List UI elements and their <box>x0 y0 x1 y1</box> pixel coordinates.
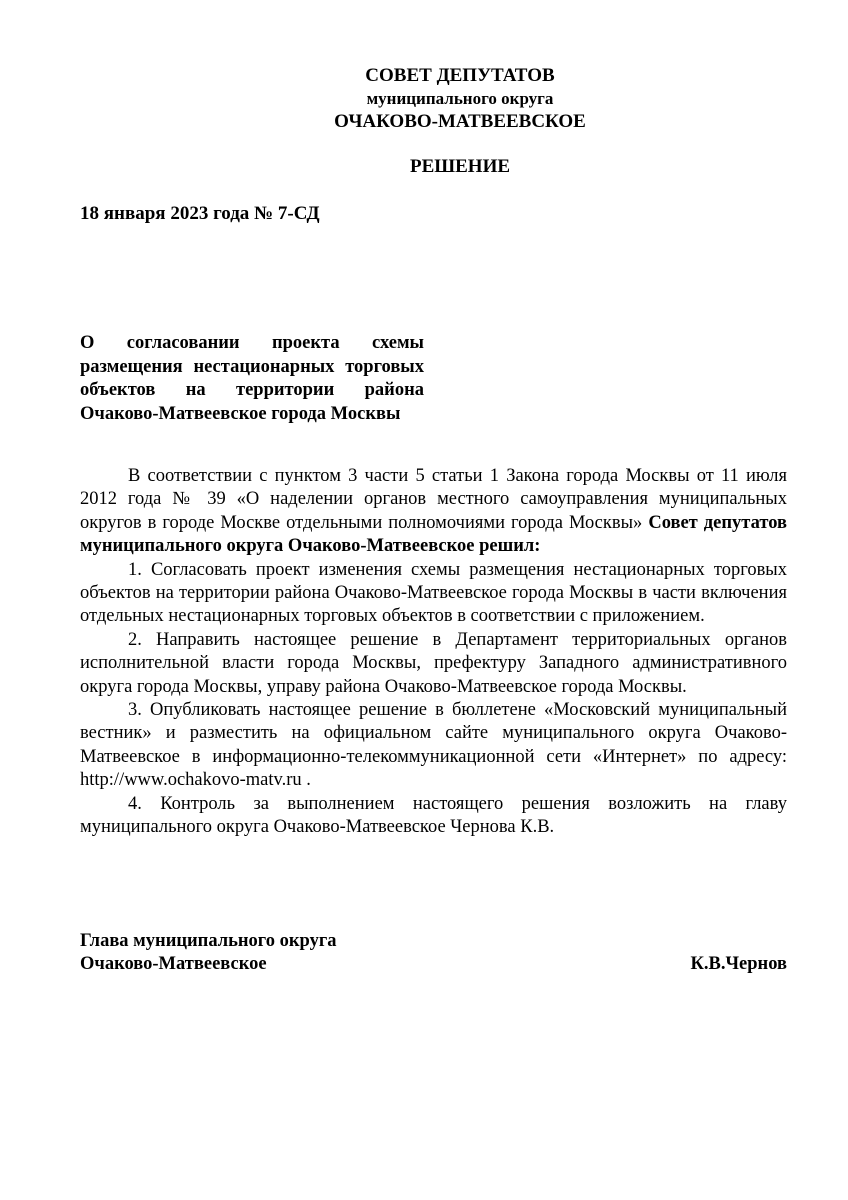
signatory-position-line1: Глава муниципального округа <box>80 931 337 951</box>
signature-row <box>80 953 787 976</box>
signatory-name: К.В.Чернов <box>690 953 787 974</box>
preamble-paragraph <box>80 465 787 559</box>
district-name: ОЧАКОВО-МАТВЕЕВСКОЕ <box>334 111 586 132</box>
council-name: СОВЕТ ДЕПУТАТОВ <box>365 65 555 86</box>
preamble-resolution: Совет депутатов муниципального округа Очаково-Матвеевское решил: <box>80 512 787 557</box>
decision-item-3: 3. Опубликовать настоящее решение в бюллетене «Московский муниципальный вестник» и разместить на официальном сайте муниципального округа Очаково-Матвеевское в информационно-телекоммуникационной сети «Интернет» по адресу: http://www.ochakovo-matv.ru . <box>80 700 787 791</box>
decision-date-number: 18 января 2023 года № 7-СД <box>80 203 320 224</box>
signatory-position-line2: Очаково-Матвеевское <box>80 953 267 974</box>
decision-item-4: 4. Контроль за выполнением настоящего решения возложить на главу муниципального округа Очаково-Матвеевское Чернова К.В. <box>80 793 787 838</box>
decision-subject: О согласовании проекта схемы размещения нестационарных торговых объектов на территории района Очаково-Матвеевское города Москвы <box>80 333 424 424</box>
preamble-text: В соответствии с пунктом 3 части 5 статьи 1 Закона города Москвы от 11 июля 2012 года № 39 «О наделении органов местного самоуправления муниципальных округов в городе Москве отдельными полномочиями города Москвы» <box>80 466 787 533</box>
decision-title: РЕШЕНИЕ <box>409 156 511 177</box>
document-header <box>60 64 848 133</box>
decision-body <box>80 465 787 840</box>
signature-block <box>80 930 787 975</box>
decision-item-2: 2. Направить настоящее решение в Департамент территориальных органов исполнительной власти города Москвы, префектуру Западного административного округа города Москвы, управу района Очаково-Матвеевское города Москвы. <box>80 629 787 697</box>
municipal-district-label: муниципального округа <box>366 89 554 108</box>
decision-item-1: 1. Согласовать проект изменения схемы размещения нестационарных торговых объектов на территории района Очаково-Матвеевское города Москвы в части включения отдельных нестационарных торговых объектов в соответствии с приложением. <box>80 559 787 627</box>
